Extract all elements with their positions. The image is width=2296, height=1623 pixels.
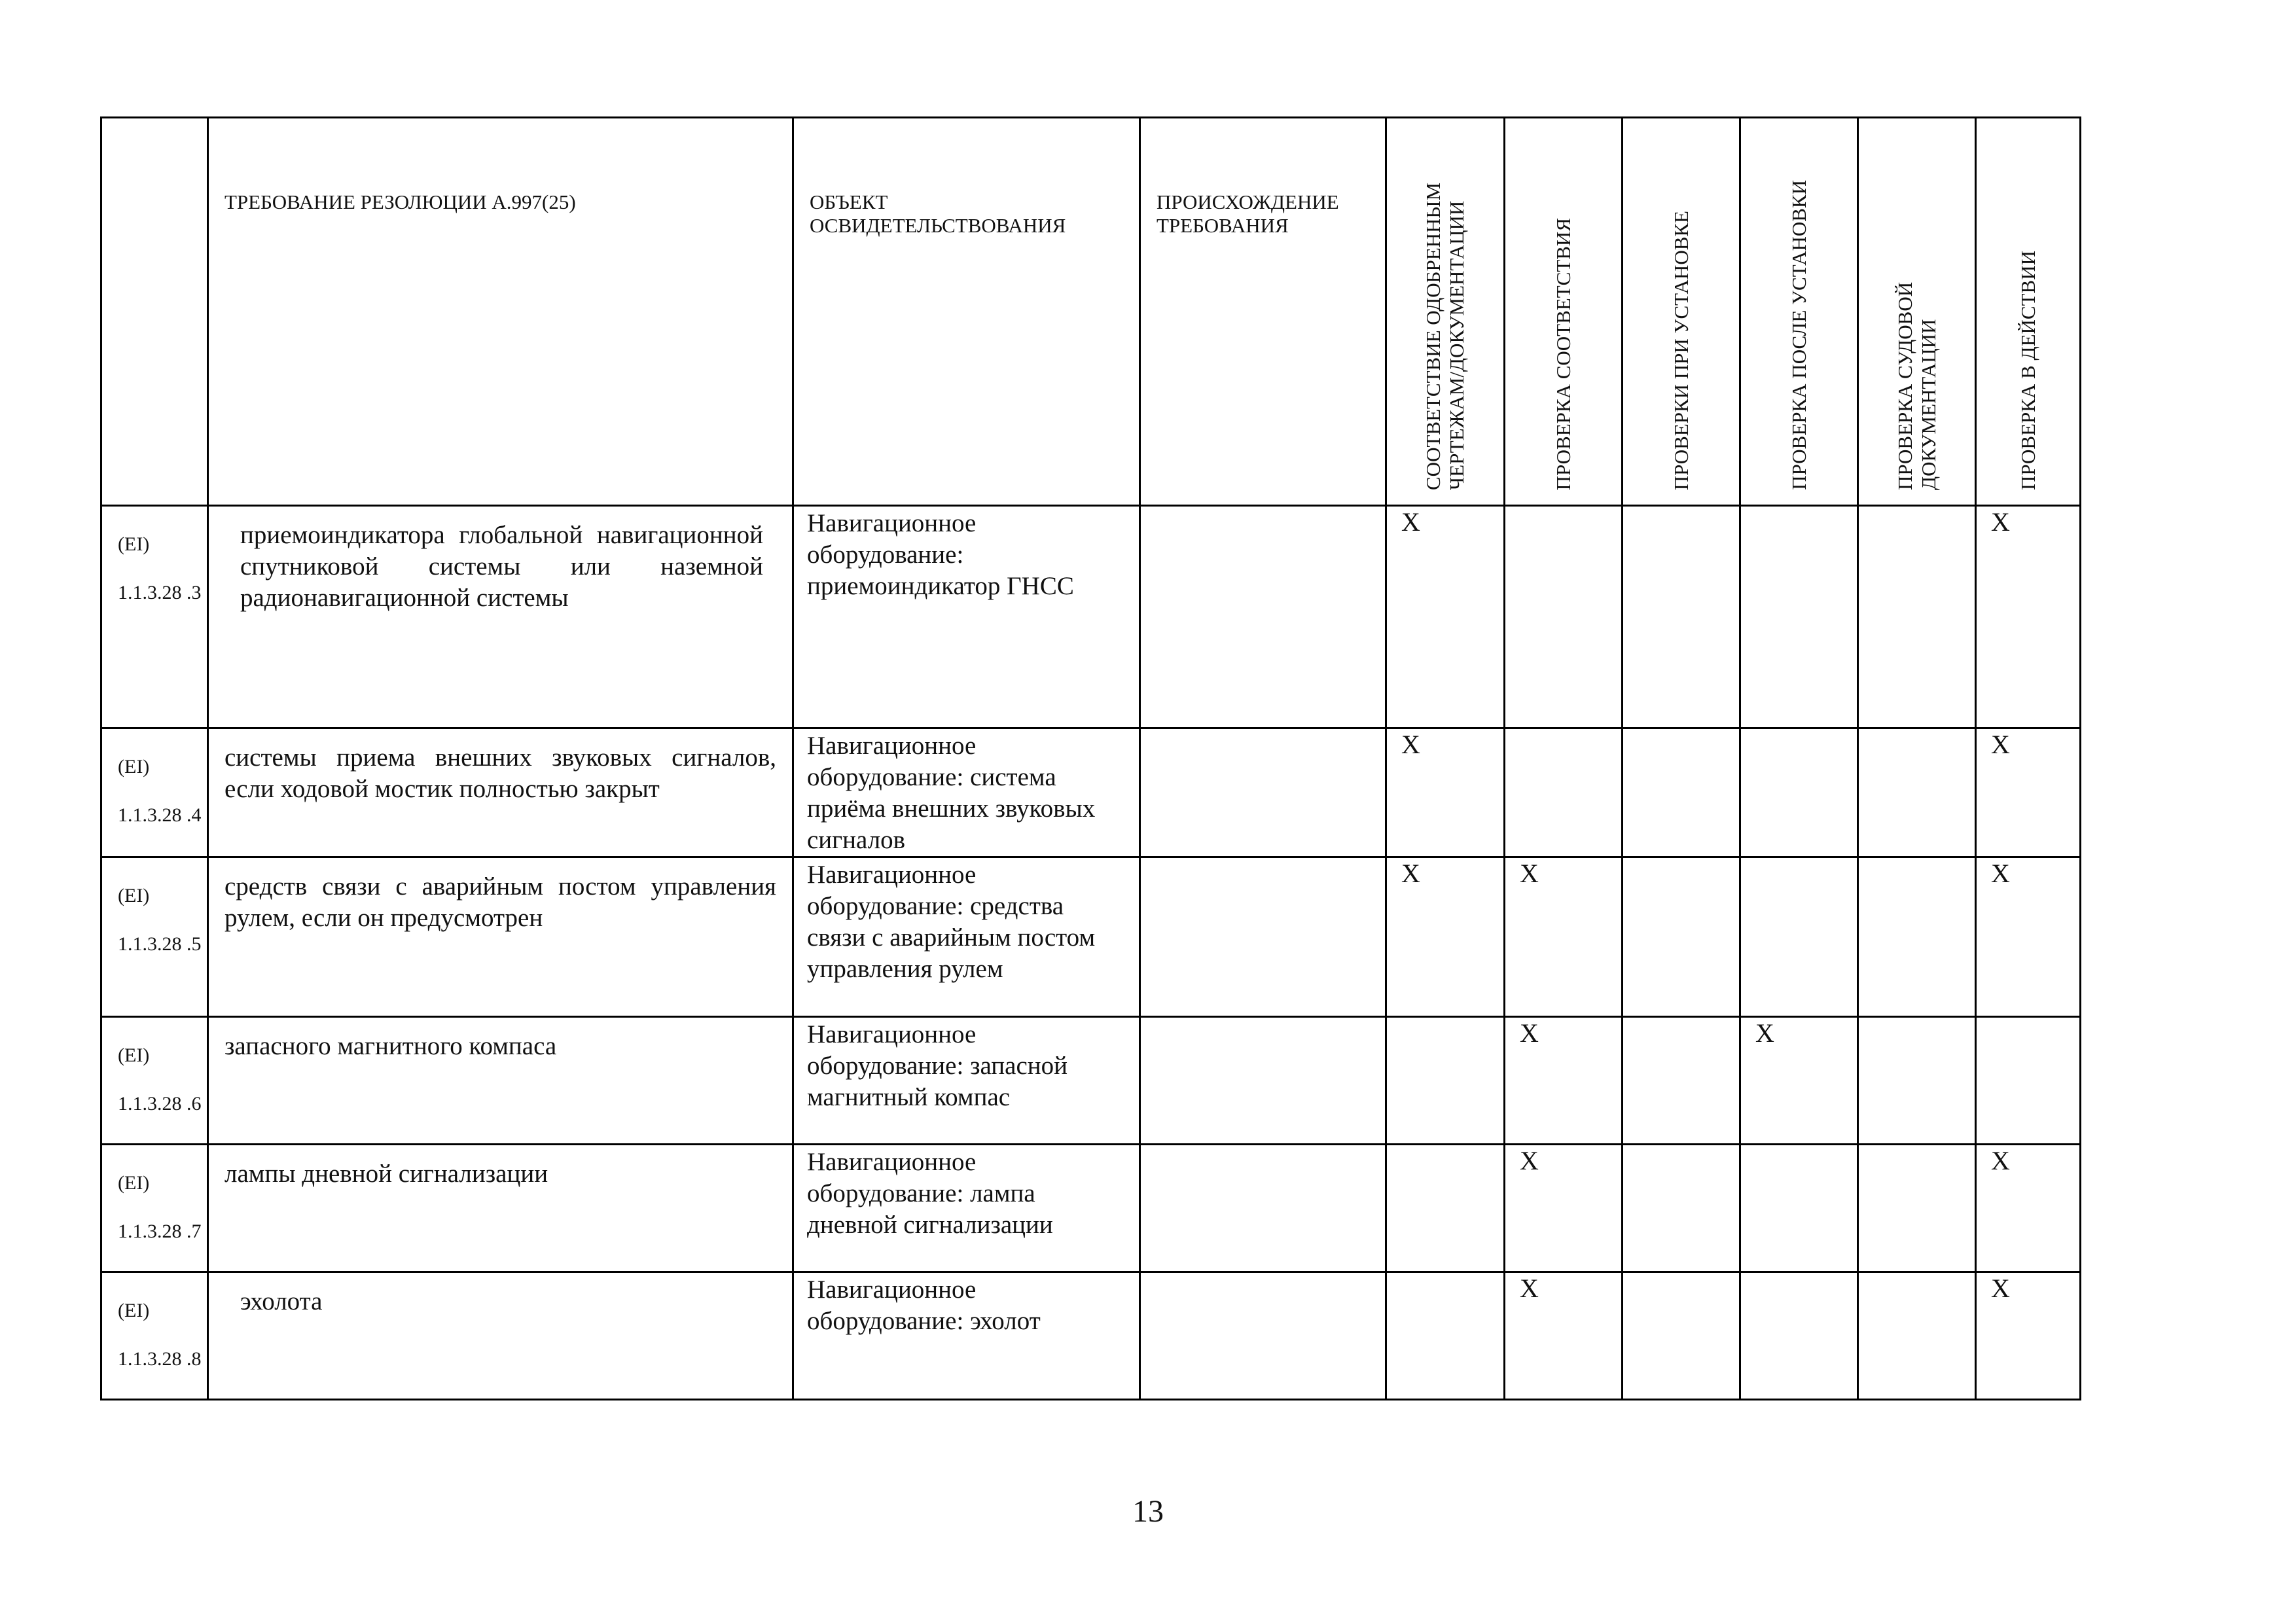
mark-in-action [1976, 1017, 2081, 1145]
row-code: (EI) [118, 1044, 150, 1066]
row-ref: 1.1.3.28 .4 [118, 804, 202, 826]
origin-cell [1140, 1272, 1386, 1400]
mark-drawings: X [1386, 857, 1505, 1017]
row-ref: 1.1.3.28 .3 [118, 582, 202, 603]
mark-install [1623, 1017, 1740, 1145]
mark-conformity [1505, 506, 1623, 728]
mark-drawings [1386, 1272, 1505, 1400]
table-row [101, 728, 2081, 857]
mark-install [1623, 857, 1740, 1017]
page-number: 13 [1132, 1494, 1164, 1529]
row-ref: 1.1.3.28 .8 [118, 1348, 202, 1370]
header-requirement: ТРЕБОВАНИЕ РЕЗОЛЮЦИИ А.997(25) [208, 118, 793, 506]
mark-after-install [1740, 1145, 1858, 1272]
mark-after-install [1740, 1272, 1858, 1400]
header-object: ОБЪЕКТ ОСВИДЕТЕЛЬСТВОВАНИЯ [793, 118, 1140, 506]
header-ship-docs: ПРОВЕРКА СУДОВОЙ ДОКУМЕНТАЦИИ [1858, 118, 1976, 506]
mark-drawings [1386, 1145, 1505, 1272]
header-in-action: ПРОВЕРКА В ДЕЙСТВИИ [1976, 118, 2081, 506]
row-number-cell [101, 506, 208, 728]
row-code: (EI) [118, 756, 150, 777]
table-row [101, 1145, 2081, 1272]
header-drawings: СООТВЕТСТВИЕ ОДОБРЕННЫМ ЧЕРТЕЖАМ/ДОКУМЕНТАЦИИ [1386, 118, 1505, 506]
mark-after-install [1740, 506, 1858, 728]
mark-ship-docs [1858, 1272, 1976, 1400]
row-ref: 1.1.3.28 .6 [118, 1093, 202, 1115]
origin-cell [1140, 1017, 1386, 1145]
table-row [101, 1272, 2081, 1400]
mark-install [1623, 1145, 1740, 1272]
row-number-cell [101, 1017, 208, 1145]
requirement-cell: эхолота [208, 1272, 793, 1400]
mark-conformity: X [1505, 1145, 1623, 1272]
mark-ship-docs [1858, 857, 1976, 1017]
mark-conformity: X [1505, 1017, 1623, 1145]
mark-ship-docs [1858, 1145, 1976, 1272]
requirement-cell: запасного магнитного компаса [208, 1017, 793, 1145]
row-ref: 1.1.3.28 .5 [118, 933, 202, 955]
mark-install [1623, 506, 1740, 728]
row-code: (EI) [118, 885, 150, 906]
mark-install [1623, 1272, 1740, 1400]
mark-after-install: X [1740, 1017, 1858, 1145]
origin-cell [1140, 506, 1386, 728]
header-after-install: ПРОВЕРКА ПОСЛЕ УСТАНОВКИ [1740, 118, 1858, 506]
mark-conformity: X [1505, 857, 1623, 1017]
row-code: (EI) [118, 1172, 150, 1194]
mark-ship-docs [1858, 1017, 1976, 1145]
header-conformity: ПРОВЕРКА СООТВЕТСТВИЯ [1505, 118, 1623, 506]
row-number-cell [101, 1145, 208, 1272]
row-code: (EI) [118, 533, 150, 555]
object-cell: Навигационное оборудование: средства связи с аварийным постом управления рулем [793, 857, 1140, 1017]
mark-drawings: X [1386, 506, 1505, 728]
row-number-cell [101, 1272, 208, 1400]
mark-in-action: X [1976, 857, 2081, 1017]
object-cell: Навигационное оборудование: эхолот [793, 1272, 1140, 1400]
row-number-cell [101, 728, 208, 857]
requirement-cell: средств связи с аварийным постом управления рулем, если он предусмотрен [208, 857, 793, 1017]
mark-in-action: X [1976, 506, 2081, 728]
requirement-cell: лампы дневной сигнализации [208, 1145, 793, 1272]
requirements-table [100, 116, 2081, 1400]
mark-conformity [1505, 728, 1623, 857]
mark-conformity: X [1505, 1272, 1623, 1400]
mark-in-action: X [1976, 1272, 2081, 1400]
object-cell: Навигационное оборудование: система приёма внешних звуковых сигналов [793, 728, 1140, 857]
mark-ship-docs [1858, 728, 1976, 857]
mark-after-install [1740, 728, 1858, 857]
table-row [101, 1017, 2081, 1145]
requirement-cell: системы приема внешних звуковых сигналов, если ходовой мостик полностью закрыт [208, 728, 793, 857]
requirement-cell: приемоиндикатора глобальной навигационной спутниковой системы или наземной радионавигационной системы [208, 506, 793, 728]
table-row [101, 857, 2081, 1017]
object-cell: Навигационное оборудование: запасной магнитный компас [793, 1017, 1140, 1145]
mark-install [1623, 728, 1740, 857]
origin-cell [1140, 728, 1386, 857]
origin-cell [1140, 857, 1386, 1017]
object-cell: Навигационное оборудование: лампа дневной сигнализации [793, 1145, 1140, 1272]
table-row [101, 506, 2081, 728]
mark-drawings: X [1386, 728, 1505, 857]
header-origin: ПРОИСХОЖДЕНИЕ ТРЕБОВАНИЯ [1140, 118, 1386, 506]
mark-after-install [1740, 857, 1858, 1017]
origin-cell [1140, 1145, 1386, 1272]
mark-in-action: X [1976, 1145, 2081, 1272]
header-number-cell [101, 118, 208, 506]
row-ref: 1.1.3.28 .7 [118, 1221, 202, 1242]
mark-ship-docs [1858, 506, 1976, 728]
mark-drawings [1386, 1017, 1505, 1145]
row-code: (EI) [118, 1300, 150, 1321]
object-cell: Навигационное оборудование: приемоиндикатор ГНСС [793, 506, 1140, 728]
header-row [101, 118, 2081, 506]
mark-in-action: X [1976, 728, 2081, 857]
row-number-cell [101, 857, 208, 1017]
header-install: ПРОВЕРКИ ПРИ УСТАНОВКЕ [1623, 118, 1740, 506]
